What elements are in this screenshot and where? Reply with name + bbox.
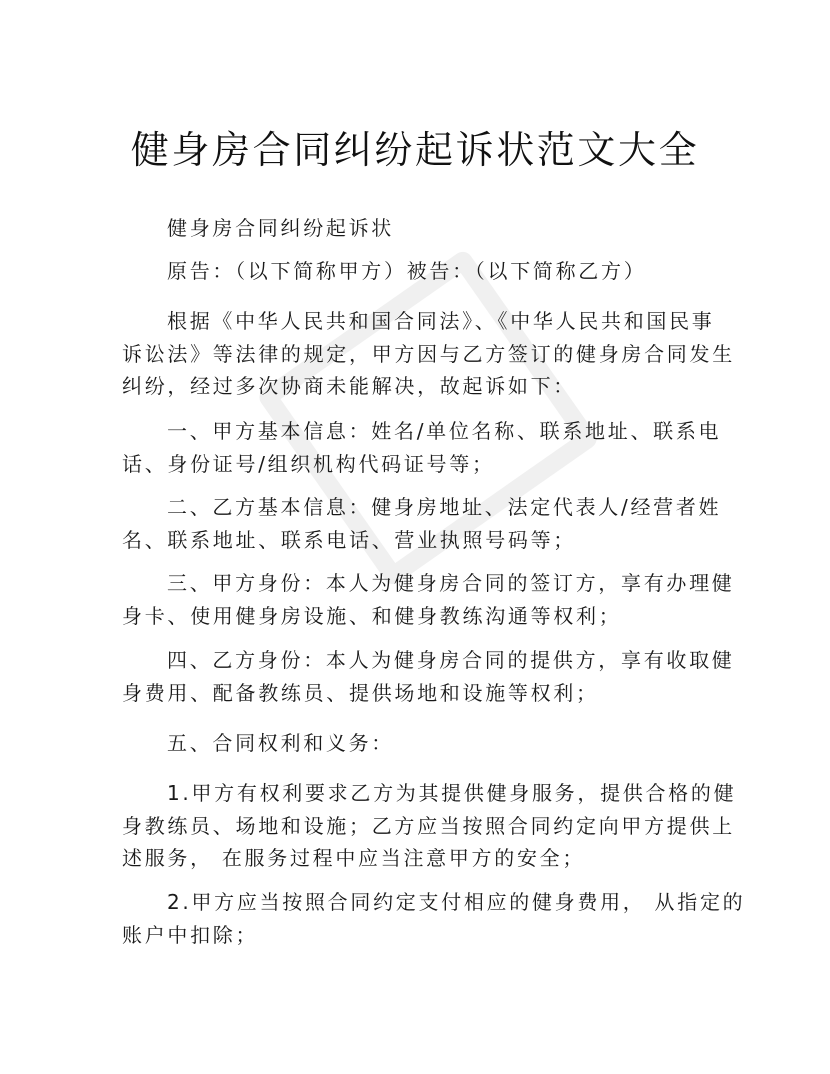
paragraph: [122, 644, 735, 709]
document-title: 健身房合同纠纷起诉状范文大全: [130, 128, 700, 172]
paragraph-line: 身教练员、场地和设施；乙方应当按照合同约定向甲方提供上: [122, 813, 735, 838]
paragraph-line: 健身房合同纠纷起诉状: [167, 216, 394, 240]
paragraph-line: 根据《中华人民共和国合同法》、《中华人民共和国民事: [167, 309, 715, 333]
paragraph: [122, 886, 746, 951]
paragraph-line: 名、联系地址、联系电话、营业执照号码等；: [122, 527, 576, 552]
paragraph-line: 身卡、使用健身房设施、和健身教练沟通等权利；: [122, 603, 622, 628]
paragraph: [122, 777, 737, 875]
paragraph-line: 身费用、配备教练员、提供场地和设施等权利；: [122, 680, 599, 705]
paragraph-line: 一、甲方基本信息：姓名/单位名称、联系地址、联系电: [167, 419, 722, 443]
paragraph-line: 话、身份证号/组织机构代码证号等；: [122, 451, 495, 476]
paragraph-line: 原告：（以下简称甲方）被告：（以下简称乙方）: [167, 259, 647, 283]
paragraph-line: 2.甲方应当按照合同约定支付相应的健身费用， 从指定的: [167, 890, 746, 914]
paragraph: [122, 567, 735, 632]
paragraph-line: 纠纷，经过多次协商未能解决，故起诉如下：: [122, 374, 576, 398]
paragraph-line: 四、乙方身份：本人为健身房合同的提供方，享有收取健: [167, 648, 735, 672]
paragraph: [122, 415, 722, 480]
paragraph-line: 五、合同权利和义务：: [167, 731, 394, 755]
paragraph-line: 1.甲方有权利要求乙方为其提供健身服务，提供合格的健: [167, 781, 737, 805]
paragraph-line: 诉讼法》等法律的规定，甲方因与乙方签订的健身房合同发生: [122, 341, 735, 366]
paragraph: [122, 491, 722, 556]
paragraph-line: 三、甲方身份：本人为健身房合同的签订方，享有办理健: [167, 571, 735, 595]
paragraph-line: 二、乙方基本信息：健身房地址、法定代表人/经营者姓: [167, 495, 722, 519]
paragraph-line: 述服务， 在服务过程中应当注意甲方的安全；: [122, 846, 586, 870]
paragraph: [122, 727, 722, 760]
paragraph: [122, 212, 722, 245]
paragraph-line: 账户中扣除；: [122, 922, 259, 947]
paragraph: [122, 305, 735, 403]
paragraph: [122, 255, 722, 288]
